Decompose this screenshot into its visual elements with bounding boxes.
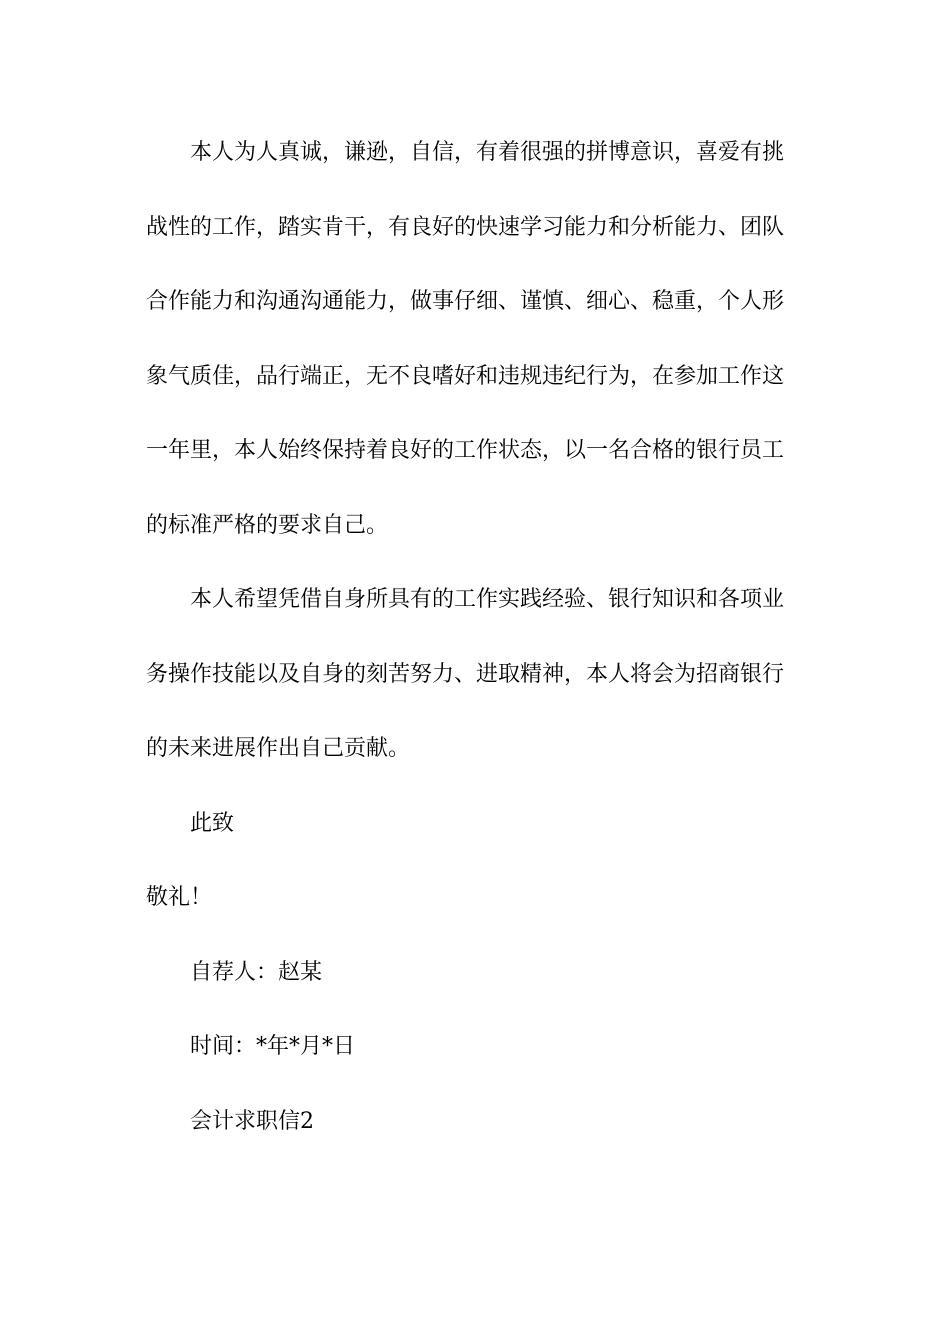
paragraph-1-line-6: 的标准严格的要求自己。	[146, 513, 389, 538]
paragraph-1-line-2: 战性的工作，踏实肯干，有良好的快速学习能力和分析能力、团队	[146, 215, 785, 240]
closing-salutation: 此致	[190, 811, 235, 836]
paragraph-2-line-1: 本人希望凭借自身所具有的工作实践经验、银行知识和各项业	[190, 587, 785, 612]
paragraph-1-line-1: 本人为人真诚，谦逊，自信，有着很强的拼博意识，喜爱有挑	[190, 140, 785, 165]
paragraph-1-line-5: 一年里，本人始终保持着良好的工作状态，以一名合格的银行员工	[146, 438, 785, 463]
closing-regards: 敬礼！	[146, 885, 213, 910]
paragraph-1-line-3: 合作能力和沟通沟通能力，做事仔细、谨慎、细心、稳重，个人形	[146, 289, 785, 314]
section-heading: 会计求职信2	[190, 1109, 314, 1134]
paragraph-2-line-2: 务操作技能以及自身的刻苦努力、进取精神，本人将会为招商银行	[146, 662, 785, 687]
paragraph-1-line-4: 象气质佳，品行端正，无不良嗜好和违规违纪行为，在参加工作这	[146, 364, 785, 389]
date-line: 时间：*年*月*日	[190, 1034, 356, 1059]
paragraph-2-line-3: 的未来进展作出自己贡献。	[146, 736, 411, 761]
signature-line: 自荐人：赵某	[190, 960, 323, 985]
